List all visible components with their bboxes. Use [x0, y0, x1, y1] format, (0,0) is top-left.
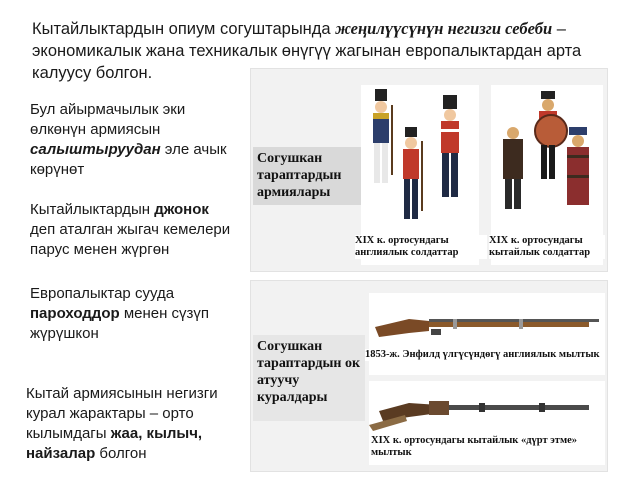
text-segment: Европалыктар сууда: [30, 285, 175, 302]
weapons-panel: [250, 280, 608, 472]
text-army-comparison: [30, 100, 230, 180]
text-segment: менен сүзүп жүрүшкон: [30, 305, 210, 342]
text-emphasis: пароходдор: [30, 305, 120, 322]
text-steamships: [30, 284, 230, 344]
heading-emphasis: жеңилүүсүнүн негизги себеби: [335, 19, 553, 38]
text-emphasis: джонок: [154, 201, 209, 218]
british-soldiers-illustration: [361, 85, 479, 235]
text-segment: деп аталган жыгач кемелери парус менен жүргөн: [30, 221, 231, 258]
british-soldiers-caption: XIX к. ортосундагы англиялык солдаттар: [355, 235, 487, 259]
chinese-matchlock-image: [369, 381, 605, 465]
enfield-rifle-image: [365, 293, 605, 375]
text-junk-ships: [30, 200, 235, 260]
armies-panel: [250, 68, 608, 272]
text-segment: эле ачык көрүнөт: [30, 141, 227, 178]
heading-text-2: – экономикалык жана техникалык өнүгүү жагынан европалыктардан арта калуусу болгон.: [32, 20, 582, 82]
text-chinese-weapons: [26, 384, 236, 464]
text-segment: Кытайлыктардын: [30, 201, 155, 218]
british-soldiers-image: [355, 85, 479, 265]
chinese-soldiers-image: [491, 85, 603, 265]
chinese-matchlock-illustration: [369, 381, 605, 437]
chinese-soldiers-caption: XIX к. ортосундагы кытайлык солдаттар: [489, 235, 605, 259]
chinese-matchlock-caption: XIX к. ортосундагы кытайлык «дүрт этме» мылтык: [371, 435, 603, 459]
enfield-rifle-illustration: [369, 293, 605, 349]
text-segment: Кытай армиясынын негизги курал жарактары – орто кылымдагы: [26, 385, 218, 442]
text-emphasis: салыштыруудан: [30, 141, 161, 158]
weapons-panel-label: Согушкан тараптардын ок атуучу куралдары: [253, 335, 365, 421]
heading-text-1: Кытайлыктардын опиум согуштарында: [32, 20, 336, 38]
text-segment: болгон: [95, 445, 147, 462]
text-emphasis: жаа, кылыч, найзалар: [26, 425, 203, 462]
armies-panel-label: Согушкан тараптардын армиялары: [253, 147, 365, 205]
enfield-rifle-caption: 1853-ж. Энфилд үлгүсүндөгү англиялык мылтык: [365, 349, 603, 361]
text-segment: Бул айырмачылык эки өлкөнүн армиясын: [30, 101, 186, 138]
chinese-soldiers-illustration: [491, 85, 603, 235]
